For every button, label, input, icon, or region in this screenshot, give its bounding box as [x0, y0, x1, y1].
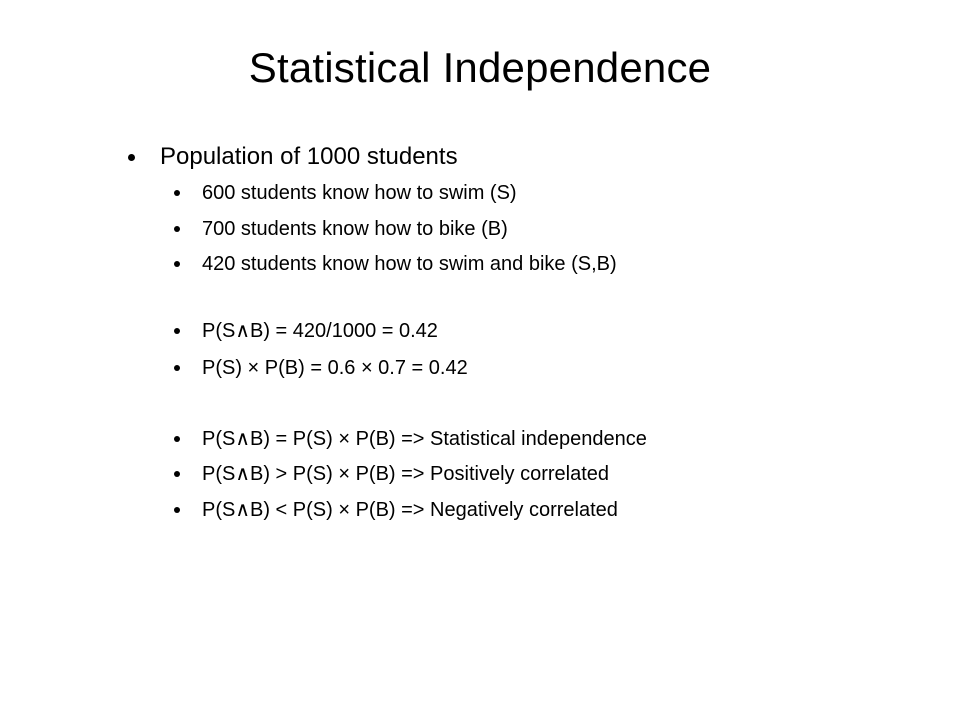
bullet-item-positive-correlation: [174, 460, 609, 488]
bullet-item-joint-probability: [174, 317, 438, 345]
bullet-item-independence: [174, 425, 647, 453]
bullet-item-negative-correlation: [174, 496, 618, 524]
bullet-text: 600 students know how to swim (S): [202, 182, 517, 204]
bullet-dot-icon: [174, 471, 180, 477]
bullet-dot-icon: [174, 436, 180, 442]
bullet-text: P(S) × P(B) = 0.6 × 0.7 = 0.42: [202, 357, 468, 379]
slide-title: Statistical Independence: [248, 44, 712, 91]
bullet-dot-icon: [174, 328, 180, 334]
bullet-item-swim-and-bike: [174, 250, 617, 278]
bullet-dot-icon: [174, 507, 180, 513]
bullet-item-product-probability: [174, 354, 468, 382]
bullet-dot-icon: [174, 365, 180, 371]
bullet-dot-icon: [174, 190, 180, 196]
bullet-text: P(S∧B) > P(S) × P(B) => Positively correlated: [202, 463, 610, 485]
bullet-item-bike: [174, 215, 508, 243]
bullet-item-population: [128, 141, 458, 173]
bullet-text: P(S∧B) = 420/1000 = 0.42: [202, 320, 438, 342]
bullet-dot-icon: [128, 154, 135, 161]
bullet-dot-icon: [174, 261, 180, 267]
bullet-text: P(S∧B) < P(S) × P(B) => Negatively correlated: [202, 499, 618, 521]
bullet-dot-icon: [174, 226, 180, 232]
bullet-text: 700 students know how to bike (B): [202, 218, 508, 240]
bullet-text: Population of 1000 students: [160, 143, 458, 170]
bullet-text: 420 students know how to swim and bike (S,B): [202, 253, 617, 275]
bullet-item-swim: [174, 179, 517, 207]
bullet-text: P(S∧B) = P(S) × P(B) => Statistical independence: [202, 428, 647, 450]
